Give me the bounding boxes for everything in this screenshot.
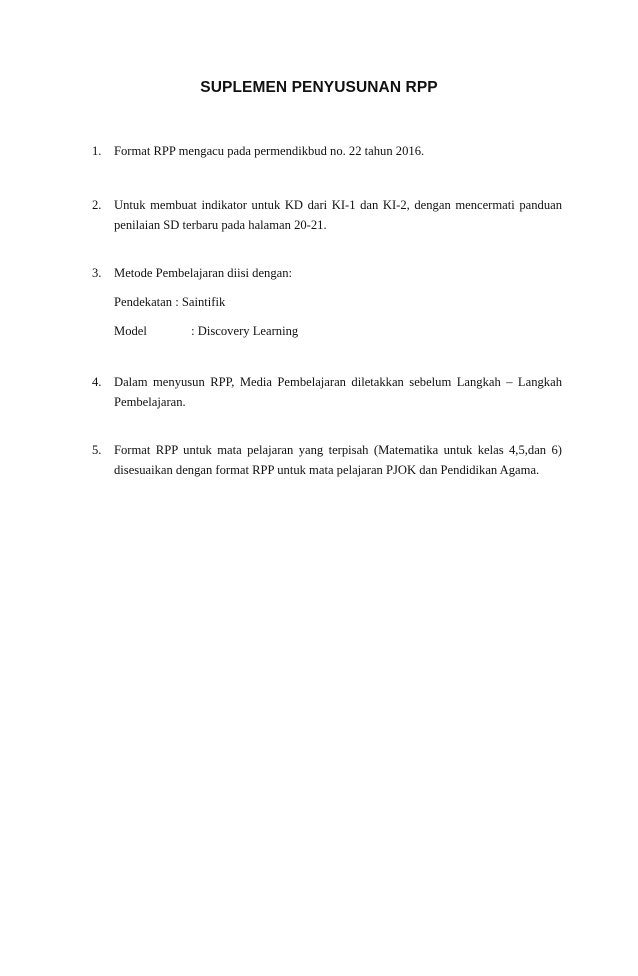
sub-item-approach [114, 292, 562, 312]
sub-item-label: Model [114, 324, 147, 338]
item-number: 4. [92, 375, 102, 389]
sub-item-value: : Discovery Learning [191, 324, 299, 338]
item-line: Metode Pembelajaran diisi dengan: [114, 266, 293, 280]
sub-item-label: Pendekatan [114, 295, 173, 309]
item-line: penilaian SD terbaru pada halaman 20-21. [114, 218, 327, 232]
list-item-2 [92, 195, 562, 235]
item-text [114, 195, 562, 235]
item-line: Pembelajaran. [114, 395, 186, 409]
item-line: Format RPP untuk mata pelajaran yang terpisah (Matematika untuk kelas 4,5,dan 6) [114, 443, 562, 457]
item-number: 1. [92, 144, 102, 158]
item-line: Format RPP mengacu pada permendikbud no. 22 tahun 2016. [114, 144, 425, 158]
list-item-3 [92, 263, 562, 341]
sub-item-model [114, 321, 562, 341]
item-number: 5. [92, 443, 102, 457]
list-item-5 [92, 440, 562, 480]
item-line: disesuaikan dengan format RPP untuk mata pelajaran PJOK dan Pendidikan Agama. [114, 463, 540, 477]
document-title: SUPLEMEN PENYUSUNAN RPP [200, 79, 438, 96]
item-number: 3. [92, 266, 102, 280]
list-item-4 [92, 372, 562, 412]
item-line: Untuk membuat indikator untuk KD dari KI-1 dan KI-2, dengan mencermati panduan [114, 198, 562, 212]
sub-item-value: : Saintifik [175, 295, 226, 309]
item-number: 2. [92, 198, 102, 212]
item-text [114, 263, 562, 341]
item-line: Dalam menyusun RPP, Media Pembelajaran diletakkan sebelum Langkah – Langkah [114, 375, 562, 389]
list-item-1 [92, 141, 562, 161]
item-text [114, 372, 562, 412]
item-text [114, 141, 562, 161]
item-text [114, 440, 562, 480]
